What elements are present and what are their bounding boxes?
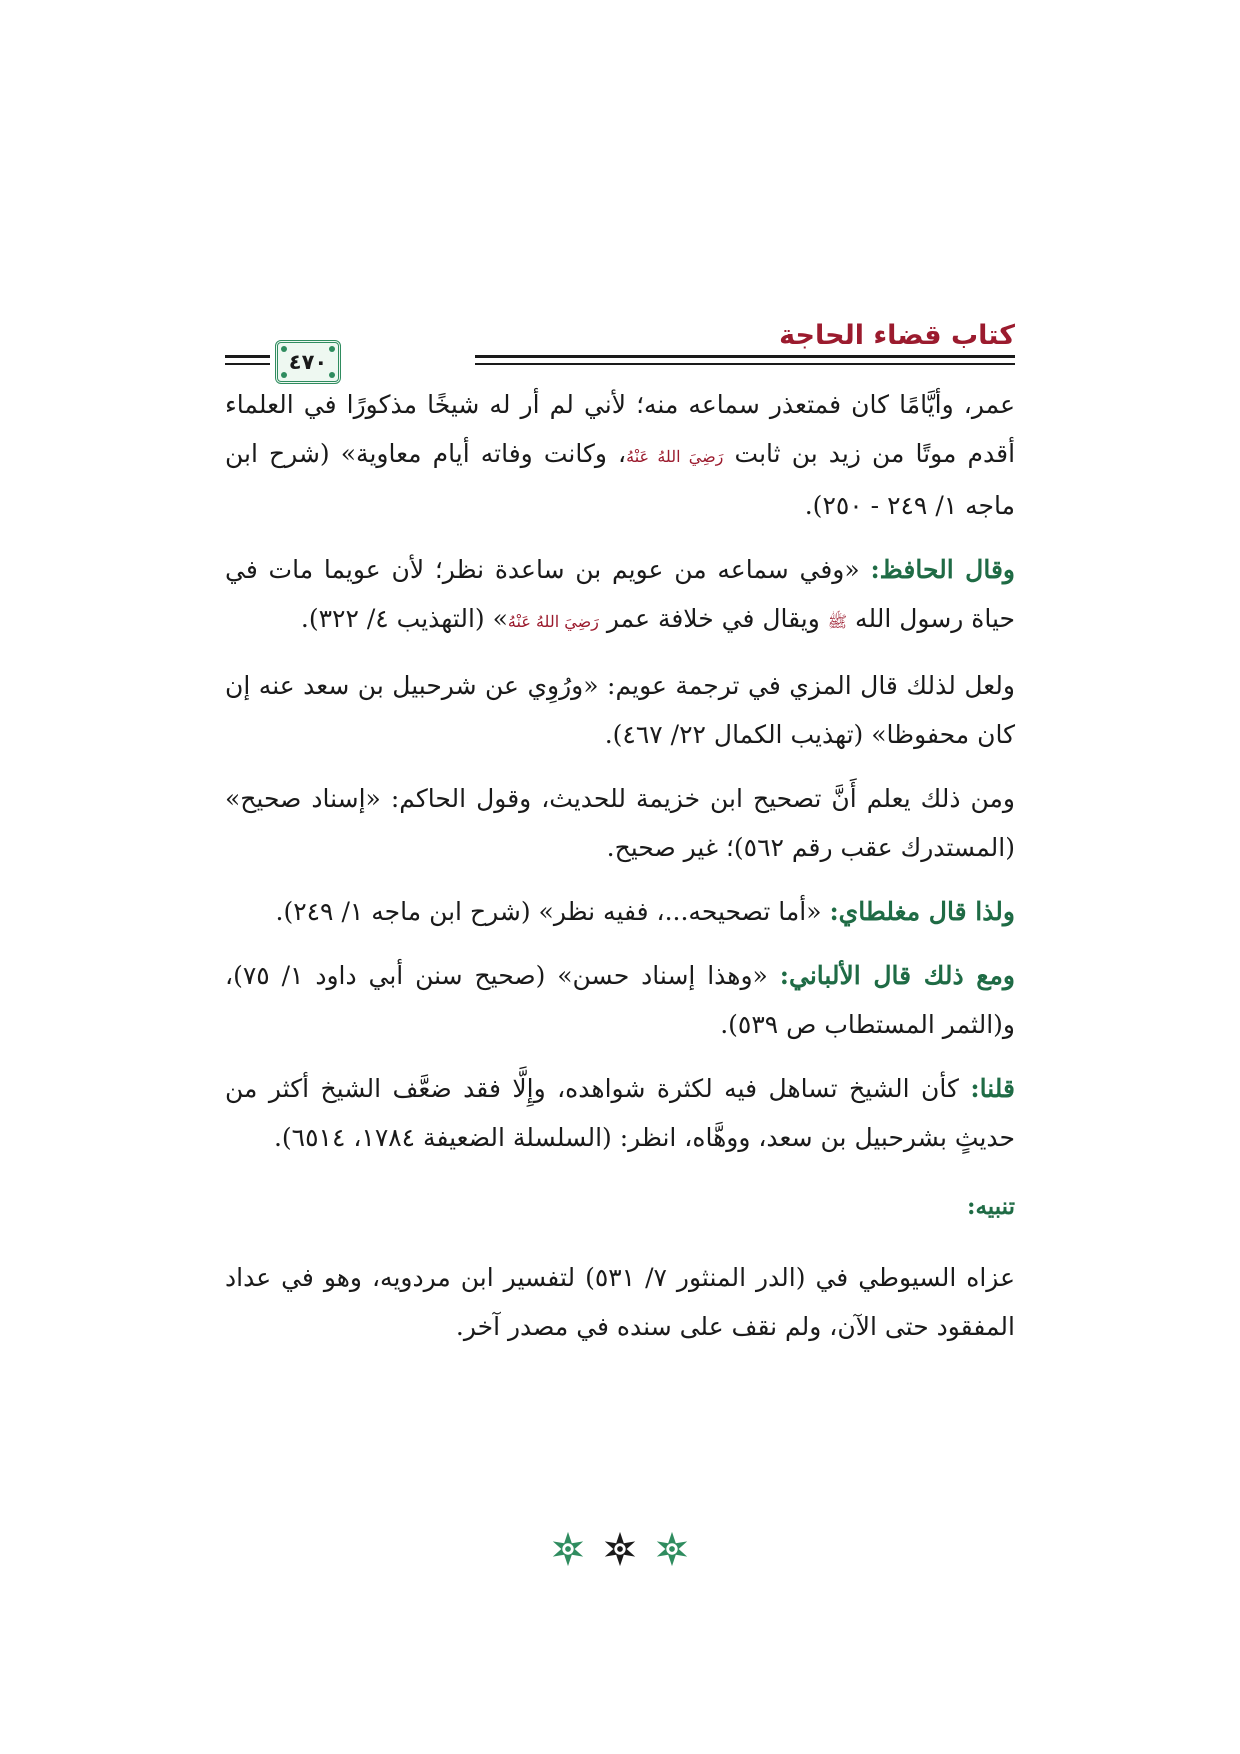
badge-corner-icon (329, 372, 335, 378)
paragraph-lead: قلنا: (970, 1074, 1015, 1103)
paragraph (225, 661, 1015, 759)
paragraph-lead: ومع ذلك قال الألباني: (779, 961, 1015, 990)
paragraph (225, 887, 1015, 936)
paragraph-text: «وفي سماعه من عويم بن ساعدة نظر؛ لأن عويما مات في حياة رسول الله (225, 555, 1015, 633)
paragraph (225, 774, 1015, 872)
paragraph-lead: ولذا قال مغلطاي: (829, 897, 1015, 926)
page-number-badge (275, 340, 341, 384)
page-number: ٤٧٠ (288, 350, 328, 374)
paragraph-text: ولعل لذلك قال المزي في ترجمة عويم: «ورُوِي عن شرحبيل بن سعد عنه إن كان محفوظا» (تهذيب الكمال ٢٢/ ٤٦٧). (225, 671, 1015, 749)
note-paragraph (225, 1253, 1015, 1351)
paragraph-text: ، وكانت وفاته أيام معاوية» (شرح ابن ماجه ١/ ٢٤٩ - ٢٥٠). (225, 439, 1015, 520)
badge-corner-icon (281, 346, 287, 352)
page-header (225, 300, 1015, 390)
paragraph-text: عزاه السيوطي في (الدر المنثور ٧/ ٥٣١) لتفسير ابن مردويه، وهو في عداد المفقود حتى الآن، ولم نقف على سنده في مصدر آخر. (225, 1263, 1015, 1341)
note-heading: تنبيه: (966, 1193, 1015, 1220)
book-title: كتاب قضاء الحاجة (779, 320, 1015, 351)
paragraph-text: » (التهذيب ٤/ ٣٢٢). (300, 604, 508, 633)
honorific: رَضِيَ اللهُ عَنْهُ (507, 612, 599, 631)
header-rule (225, 363, 270, 365)
badge-corner-icon (281, 372, 287, 378)
paragraph-text: عمر، وأيَّامًا كان فمتعذر سماعه منه؛ لأني لم أر له شيخًا مذكورًا في العلماء أقدم موتًا من زيد بن ثابت (225, 390, 1016, 468)
paragraph-text: كأن الشيخ تساهل فيه لكثرة شواهده، وإِلَّا فقد ضعَّف الشيخ أكثر من حديثٍ بشرحبيل بن سعد، ووهَّاه، انظر: (السلسلة الضعيفة ١٧٨٤، ٦٥١٤). (225, 1074, 1015, 1152)
header-rule (225, 355, 270, 358)
honorific: ﷺ (827, 612, 848, 631)
paragraph-text: «وهذا إسناد حسن» (صحيح سنن أبي داود ١/ ٧٥)، و(الثمر المستطاب ص ٥٣٩). (225, 961, 1015, 1039)
badge-corner-icon (329, 346, 335, 352)
end-ornaments (0, 1530, 1240, 1568)
paragraph-text: «أما تصحيحه...، ففيه نظر» (شرح ابن ماجه ١/ ٢٤٩). (275, 897, 822, 926)
paragraph-text: ويقال في خلافة عمر (606, 604, 820, 633)
header-rule (475, 363, 1015, 365)
flower-ornament-icon (653, 1530, 691, 1568)
paragraph (225, 545, 1015, 646)
paragraph-text: ومن ذلك يعلم أَنَّ تصحيح ابن خزيمة للحديث، وقول الحاكم: «إسناد صحيح» (المستدرك عقب رقم ٥٦٢)؛ غير صحيح. (225, 784, 1015, 862)
honorific: رَضِيَ اللهُ عَنْهُ (626, 447, 724, 466)
paragraph (225, 1064, 1015, 1162)
header-rule (475, 355, 1015, 358)
flower-ornament-icon (601, 1530, 639, 1568)
paragraph-lead: وقال الحافظ: (870, 555, 1015, 584)
paragraph (225, 380, 1015, 530)
flower-ornament-icon (549, 1530, 587, 1568)
main-text (225, 380, 1015, 1366)
paragraph (225, 951, 1015, 1049)
